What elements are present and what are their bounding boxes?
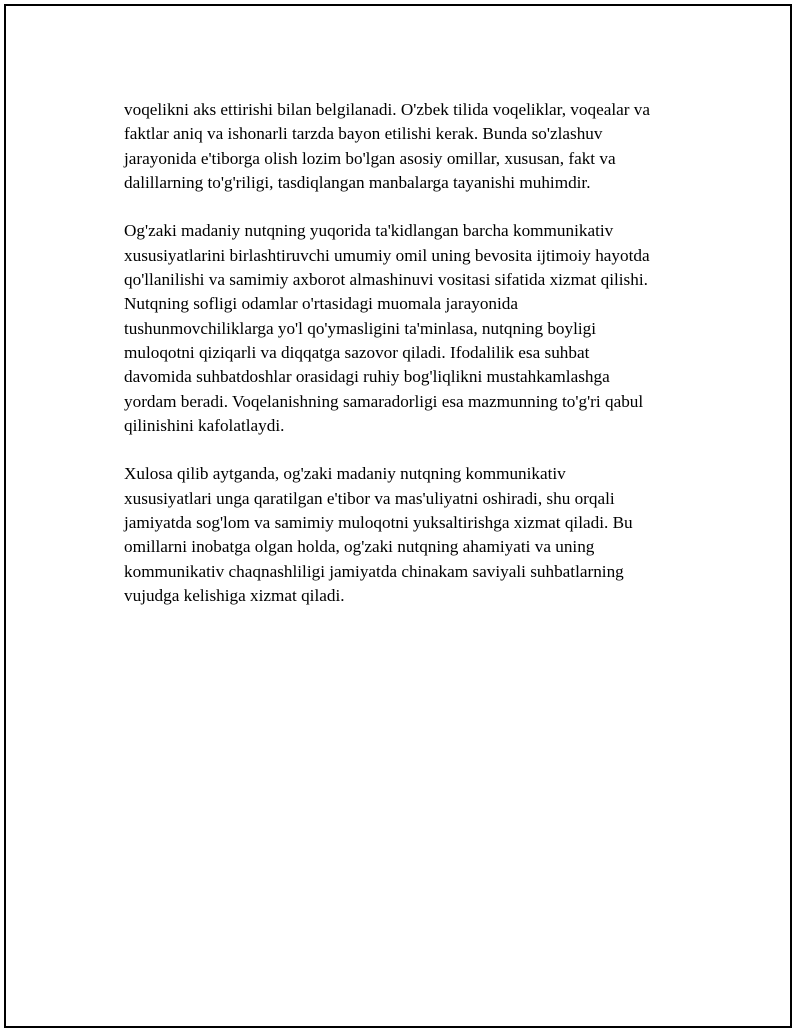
paragraph-3: Xulosa qilib aytganda, og'zaki madaniy nutqning kommunikativ xususiyatlari unga qaratilgan e'tibor va mas'uliyatni oshiradi, shu orqali jamiyatda sog'lom va samimiy muloqotni yuksaltirishga xizmat qiladi. Bu omillarni inobatga olgan holda, og'zaki nutqning ahamiyati va uning kommunikativ chaqnashliligi jamiyatda chinakam saviyali suhbatlarning vujudga kelishiga xizmat qiladi. xyxy=(124,464,633,605)
paragraph-2: Og'zaki madaniy nutqning yuqorida ta'kidlangan barcha kommunikativ xususiyatlarini birlashtiruvchi umumiy omil uning bevosita ijtimoiy hayotda qo'llanilishi va samimiy axborot almashinuvi vositasi sifatida xizmat qilishi. Nutqning sofligi odamlar o'rtasidagi muomala jarayonida tushunmovchiliklarga yo'l qo'ymasligini ta'minlasa, nutqning boyligi muloqotni qiziqarli va diqqatga sazovor qiladi. Ifodalilik esa suhbat davomida suhbatdoshlar orasidagi ruhiy bog'liqlikni mustahkamlashga yordam beradi. Voqelanishning samaradorligi esa mazmunning to'g'ri qabul qilinishini kafolatlaydi. xyxy=(124,221,650,435)
paragraph-1: voqelikni aks ettirishi bilan belgilanadi. O'zbek tilida voqeliklar, voqealar va faktlar aniq va ishonarli tarzda bayon etilishi kerak. Bunda so'zlashuv jarayonida e'tiborga olish lozim bo'lgan asosiy omillar, xususan, fakt va dalillarning to'g'riligi, tasdiqlangan manbalarga tayanishi muhimdir. xyxy=(124,100,650,192)
page-frame xyxy=(4,4,792,1028)
document-body xyxy=(124,98,704,633)
